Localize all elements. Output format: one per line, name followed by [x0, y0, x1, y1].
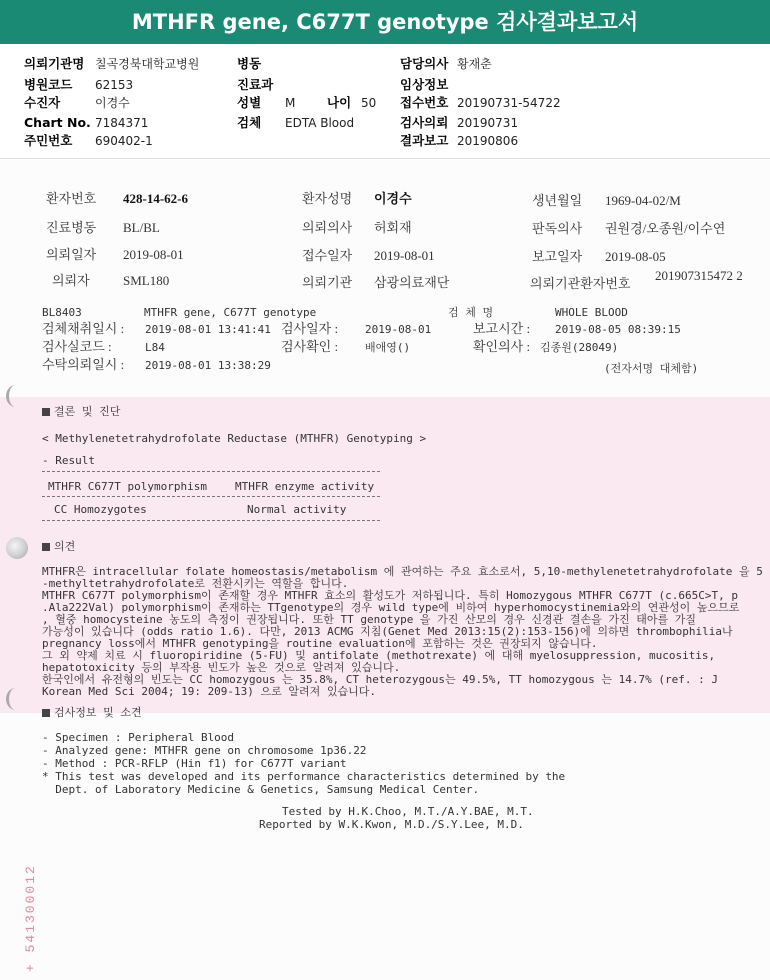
header-label: Chart No. — [24, 115, 91, 130]
header-value: 62153 — [95, 78, 134, 92]
side-serial: + 541300012 — [23, 864, 38, 972]
confirm-doctor-label: 확인의사 : — [473, 339, 531, 354]
header-value: 20190731-54722 — [457, 96, 561, 110]
binder-hole — [6, 688, 25, 710]
form-label: 의뢰의사 — [302, 220, 353, 235]
header-value: EDTA Blood — [285, 116, 355, 130]
consign-value: 2019-08-01 13:38:29 — [145, 359, 271, 372]
header-label: 진료과 — [237, 77, 274, 92]
opinion-line: Korean Med Sci 2004; 19: 209-13) 으로 알려져 있습니다. — [42, 685, 377, 698]
form-value: BL/BL — [123, 220, 160, 235]
divider — [42, 471, 380, 472]
report-time-value: 2019-08-05 08:39:15 — [555, 323, 681, 336]
confirm-doctor-value: 김종원(28049) — [540, 341, 619, 354]
tested-by: Tested by H.K.Choo, M.T./A.Y.BAE, M.T. — [282, 805, 534, 818]
header-value: 이경수 — [95, 96, 130, 110]
header-value: 20190731 — [457, 116, 519, 130]
info-line: - Specimen : Peripheral Blood — [42, 731, 235, 744]
form-value: 2019-08-01 — [123, 247, 184, 262]
info-line: - Method : PCR-RFLP (Hin f1) for C677T variant — [42, 757, 347, 770]
binder-hole — [6, 385, 25, 407]
header-value: 황재춘 — [457, 57, 492, 71]
form-value: 201907315472 2 — [655, 268, 743, 283]
result-col-b: MTHFR enzyme activity — [235, 480, 375, 493]
result-col-a: MTHFR C677T polymorphism — [48, 480, 207, 493]
test-code: BL8403 — [42, 306, 82, 319]
header-label: 병원코드 — [24, 77, 73, 92]
collect-label: 검체채취일시 : — [42, 321, 125, 336]
result-val-b: Normal activity — [247, 503, 347, 516]
header-label: 결과보고 — [400, 133, 449, 148]
header-label: 담당의사 — [400, 56, 449, 71]
form-label: 생년월일 — [532, 193, 583, 208]
opinion-line: hepatotoxicity 등의 부작용 빈도가 높은 것으로 알려져 있습니다. — [42, 661, 401, 674]
header-label: 접수번호 — [400, 95, 449, 110]
esign-note: (전자서명 대체함) — [604, 362, 699, 375]
form-label: 의뢰기관환자번호 — [530, 276, 631, 291]
test-date-label: 검사일자 : — [281, 321, 339, 336]
form-value: 428-14-62-6 — [123, 191, 188, 206]
section-title — [42, 405, 120, 418]
lab-code-value: L84 — [145, 341, 165, 354]
form-label: 판독의사 — [532, 221, 583, 236]
section-title — [42, 540, 75, 553]
header-value: 7184371 — [95, 116, 149, 130]
reported-by: Reported by W.K.Kwon, M.D./S.Y.Lee, M.D. — [259, 818, 524, 831]
opinion-line: 한국인에서 유전형의 빈도는 CC homozygous 는 35.8%, CT heterozygous는 49.5%, TT homozygous 는 14.7% (ref. : J — [42, 673, 718, 686]
form-value: 권원경/오종원/이수연 — [605, 221, 726, 236]
lab-code-label: 검사실코드 : — [42, 339, 112, 354]
header-label: 의뢰기관명 — [24, 56, 85, 71]
form-label: 진료병동 — [46, 220, 97, 235]
opinion-line: MTHFR은 intracellular folate homeostasis/metabolism 에 관여하는 주요 효소로서, 5,10-methylenetetrahydrofolate 을 5 — [42, 565, 763, 578]
form-value: 이경수 — [374, 191, 412, 206]
binder-hole — [6, 537, 28, 559]
info-line: - Analyzed gene: MTHFR gene on chromosome 1p36.22 — [42, 744, 367, 757]
header-label: 주민번호 — [24, 133, 73, 148]
divider — [42, 520, 380, 521]
header-value: 20190806 — [457, 134, 519, 148]
header-label: 검사의뢰 — [400, 115, 449, 130]
specimen-value: WHOLE BLOOD — [555, 306, 628, 319]
confirm-label: 검사확인 : — [281, 339, 339, 354]
divider — [42, 496, 380, 497]
result-heading: < Methylenetetrahydrofolate Reductase (MTHFR) Genotyping > — [42, 432, 427, 445]
form-label: 환자성명 — [302, 191, 353, 206]
header-value: 칠곡경북대학교병원 — [95, 57, 200, 71]
test-name: MTHFR gene, C677T genotype — [144, 306, 317, 319]
header-value: 690402-1 — [95, 134, 153, 148]
form-value: 2019-08-01 — [374, 248, 435, 263]
opinion-line: .Ala222Val) polymorphism이 존재하는 TTgenotype의 경우 wild type에 비하여 hyperhomocystinemia와의 연관성이 높으므로 — [42, 601, 740, 614]
section-title-text: 결론 및 진단 — [54, 405, 121, 418]
form-value: SML180 — [123, 273, 170, 288]
header-label: 임상정보 — [400, 77, 449, 92]
result-val-a: CC Homozygotes — [54, 503, 147, 516]
form-value: 2019-08-05 — [605, 249, 666, 264]
report-time-label: 보고시간 : — [473, 321, 531, 336]
consign-label: 수탁의뢰일시 : — [42, 357, 125, 372]
info-line: Dept. of Laboratory Medicine & Genetics, Samsung Medical Center. — [42, 783, 480, 796]
form-label: 보고일자 — [532, 249, 583, 264]
header-value: M — [285, 96, 296, 110]
specimen-label: 검 체 명 — [448, 306, 494, 319]
opinion-line: , 혈중 homocysteine 농도의 측정이 권장됩니다. 또한 TT genotype 을 가진 산모의 경우 신경관 결손을 가진 태아를 가질 — [42, 613, 697, 626]
info-line: * This test was developed and its performance characteristics determined by the — [42, 770, 566, 783]
collect-value: 2019-08-01 13:41:41 — [145, 323, 271, 336]
confirm-value: 배애영() — [365, 341, 411, 354]
form-label: 의뢰기관 — [302, 275, 353, 290]
form-label: 환자번호 — [46, 191, 97, 206]
form-label: 의뢰일자 — [46, 247, 97, 262]
header-label: 병동 — [237, 56, 262, 71]
form-label: 접수일자 — [302, 248, 353, 263]
form-label: 의뢰자 — [52, 273, 90, 288]
opinion-line: -methyltetrahydrofolate로 전환시키는 역할을 합니다. — [42, 577, 349, 590]
form-value: 허회재 — [374, 220, 412, 235]
form-value: 삼광의료재단 — [374, 275, 450, 290]
section-title-text: 검사정보 및 소견 — [54, 706, 142, 719]
section-title — [42, 706, 142, 719]
opinion-line: 그 외 약제 치료 시 fluoropiridine (5-FU) 및 antifolate (methotrexate) 에 대해 myelosuppression, mucositis, — [42, 649, 716, 662]
report-header — [0, 44, 770, 159]
section-title-text: 의견 — [54, 540, 76, 553]
header-value: 50 — [361, 96, 377, 110]
report-title: MTHFR gene, C677T genotype 검사결과보고서 — [0, 0, 770, 44]
header-label: 성별 — [237, 95, 262, 110]
header-label: 수진자 — [24, 95, 61, 110]
opinion-line: pregnancy loss에서 MTHFR genotyping을 routine evaluation에 포함하는 것은 권장되지 않습니다. — [42, 637, 598, 650]
result-sub: - Result — [42, 454, 95, 467]
opinion-line: 가능성이 있습니다 (odds ratio 1.6). 다만, 2013 ACMG 지침(Genet Med 2013:15(2):153-156)에 의하면 thrombophilia나 — [42, 625, 733, 638]
header-label: 검체 — [237, 115, 262, 130]
test-date-value: 2019-08-01 — [365, 323, 432, 336]
form-value: 1969-04-02/M — [605, 193, 681, 208]
header-label: 나이 — [327, 95, 352, 110]
opinion-line: MTHFR C677T polymorphism이 존재할 경우 MTHFR 효소의 활성도가 저하됩니다. 특히 Homozygous MTHFR C677T (c.665C>T, p — [42, 589, 738, 602]
